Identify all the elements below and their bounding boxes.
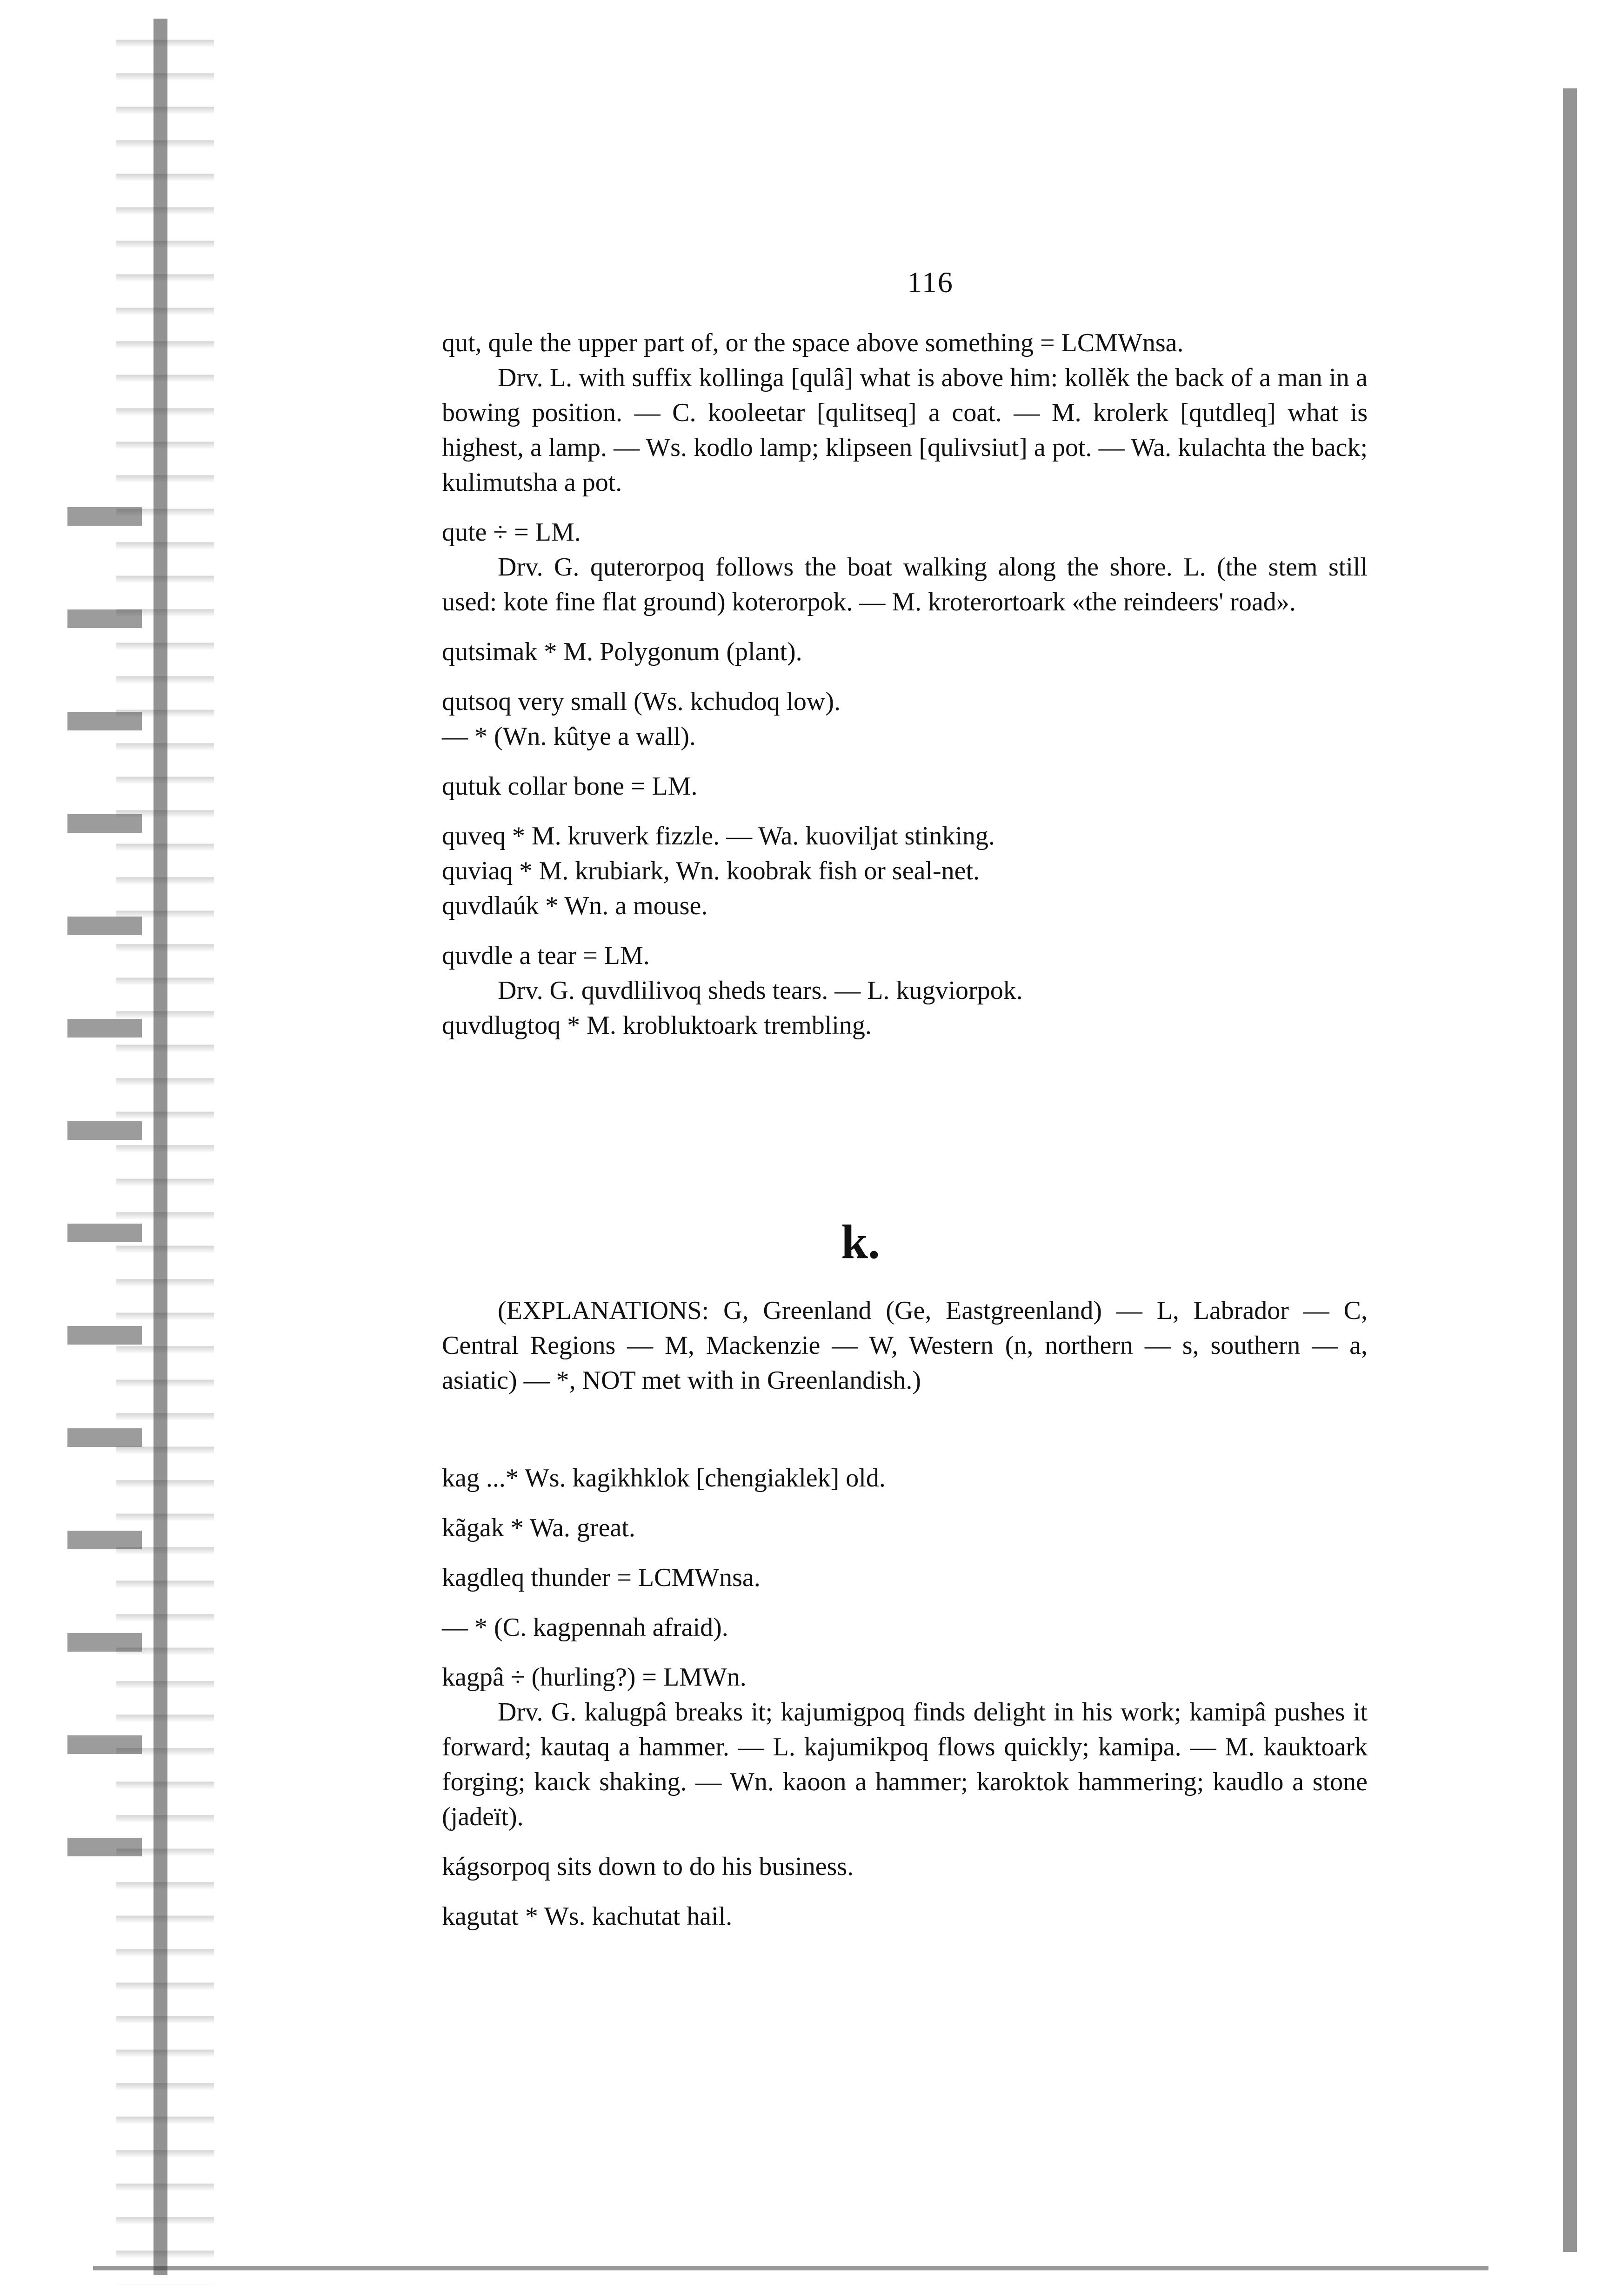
explanations-text: (EXPLANATIONS: G, Greenland (Ge, Eastgreenland) — L, Labrador — C, Central Regions — M, Mackenzie — W, Western (n, northern — s, southern — a, asiatic) — *, NOT met with in Greenlandish.)	[442, 1296, 1368, 1395]
entry-qutsimak: qutsimak * M. Polygonum (plant).	[442, 637, 802, 666]
entry-qutuk: qutuk collar bone = LM.	[442, 772, 698, 801]
derivation-qute: Drv. G. quterorpoq follows the boat walking along the shore. L. (the stem still used: kote fine flat ground) koterorpok. — M. kroterortoark «the reindeers' road».	[442, 553, 1368, 616]
entry-kag: kag ...* Ws. kagikhklok [chengiaklek] old.	[442, 1464, 886, 1493]
entry-kagutat: kagutat * Ws. kachutat hail.	[442, 1902, 733, 1931]
entry-qute: qute ÷ = LM.	[442, 518, 581, 547]
derivation-kagpa: Drv. G. kalugpâ breaks it; kajumigpoq finds delight in his work; kamipâ pushes it forward; kautaq a hammer. — L. kajumikpoq flows quickly; kamipa. — M. kauktoark forging; kaıck shaking. — Wn. kaoon a hammer; karoktok hammering; kaudlo a stone (jadeït).	[442, 1698, 1368, 1831]
derivation-qut: Drv. L. with suffix kollinga [qulâ] what is above him: kollěk the back of a man in a bowing position. — C. kooleetar [qulitseq] a coat. — M. krolerk [qutdleq] what is highest, a lamp. — Ws. kodlo lamp; klipseen [qulivsiut] a pot. — Wa. kulachta the back; kulimutsha a pot.	[442, 363, 1368, 497]
section-heading-k: k.	[841, 1215, 880, 1269]
entry-qut: qut, qule the upper part of, or the space above something = LCMWnsa.	[442, 328, 1184, 357]
scan-edge-noise	[67, 465, 142, 1908]
entry-qutsoq: qutsoq very small (Ws. kchudoq low).	[442, 687, 841, 716]
entry-kagak: kãgak * Wa. great.	[442, 1513, 635, 1542]
entry-quvdlauk: quvdlaúk * Wn. a mouse.	[442, 891, 708, 920]
page-number: 116	[907, 266, 954, 299]
entry-kagdleq-sub: — * (C. kagpennah afraid).	[442, 1613, 728, 1642]
entry-kagsorpoq: kágsorpoq sits down to do his business.	[442, 1852, 854, 1881]
derivation-quvdle: Drv. G. quvdlilivoq sheds tears. — L. kugviorpok.	[498, 976, 1023, 1005]
entry-qutsoq-sub: — * (Wn. kûtye a wall).	[442, 722, 696, 751]
explanations-block	[442, 1293, 1368, 1398]
entry-quvdle: quvdle a tear = LM.	[442, 941, 650, 970]
scan-right-edge	[1563, 88, 1577, 2252]
entry-quveq: quveq * M. kruverk fizzle. — Wa. kuoviljat stinking.	[442, 822, 995, 850]
entry-kagpa: kagpâ ÷ (hurling?) = LMWn.	[442, 1663, 747, 1692]
entry-quviaq: quviaq * M. krubiark, Wn. koobrak fish or seal-net.	[442, 857, 980, 885]
scan-gutter-line	[153, 19, 167, 2275]
scan-bottom-edge	[93, 2266, 1488, 2270]
dictionary-column-k	[442, 1461, 1368, 1934]
dictionary-column-q	[442, 326, 1368, 1043]
entry-kagdleq: kagdleq thunder = LCMWnsa.	[442, 1563, 761, 1592]
entry-quvdlugtoq: quvdlugtoq * M. krobluktoark trembling.	[442, 1011, 872, 1040]
